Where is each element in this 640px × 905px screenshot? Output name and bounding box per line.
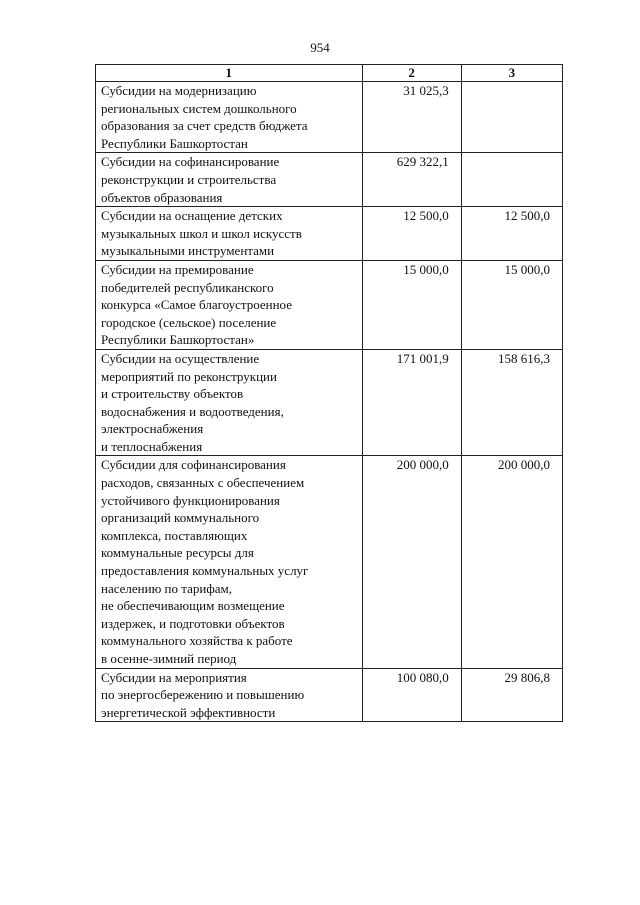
row-name-line: водоснабжения и водоотведения,: [101, 403, 284, 419]
row-name-line: городское (сельское) поселение: [101, 314, 277, 330]
row-name-line: населению по тарифам,: [101, 580, 233, 596]
table-row: [96, 456, 563, 668]
row-value-col2: 171 001,9: [362, 349, 461, 456]
row-name-line: Субсидии на премирование: [101, 261, 254, 277]
table-row: [96, 260, 563, 349]
header-cell-2: 2: [362, 65, 461, 82]
row-name-line: региональных систем дошкольного: [101, 100, 297, 116]
row-name-line: устойчивого функционирования: [101, 492, 280, 508]
row-value-col3: 29 806,8: [461, 668, 562, 722]
row-name-line: Субсидии на софинансирование: [101, 154, 280, 170]
row-name-line: реконструкции и строительства: [101, 171, 277, 187]
row-name-line: энергетической эффективности: [101, 704, 276, 720]
row-name-line: издержек, и подготовки объектов: [101, 615, 285, 631]
row-name-line: конкурса «Самое благоустроенное: [101, 297, 292, 313]
row-name-line: Республики Башкортостан»: [101, 332, 255, 348]
row-name-cell: [96, 349, 363, 456]
budget-table: [95, 64, 563, 722]
row-value-col2: 100 080,0: [362, 668, 461, 722]
row-name-cell: [96, 456, 363, 668]
row-name-line: предоставления коммунальных услуг: [101, 563, 309, 579]
row-value-col2: 12 500,0: [362, 207, 461, 261]
table-row: [96, 207, 563, 261]
row-name-line: образования за счет средств бюджета: [101, 118, 308, 134]
table-row: [96, 349, 563, 456]
row-name-line: электроснабжения: [101, 421, 204, 437]
row-name-line: коммунальные ресурсы для: [101, 545, 254, 561]
row-value-col3: 12 500,0: [461, 207, 562, 261]
row-name-line: комплекса, поставляющих: [101, 527, 248, 543]
header-cell-3: 3: [461, 65, 562, 82]
row-name-line: по энергосбережению и повышению: [101, 687, 305, 703]
row-name-line: объектов образования: [101, 189, 223, 205]
row-name-cell: [96, 153, 363, 207]
row-name-line: не обеспечивающим возмещение: [101, 598, 285, 614]
row-value-col2: 31 025,3: [362, 82, 461, 153]
row-value-col2: 15 000,0: [362, 260, 461, 349]
row-name-line: Субсидии на осуществление: [101, 350, 260, 366]
page-number: 954: [310, 40, 330, 55]
row-name-line: Субсидии на мероприятия: [101, 669, 247, 685]
row-name-line: мероприятий по реконструкции: [101, 368, 277, 384]
table-body: [96, 82, 563, 722]
row-name-line: Субсидии на модернизацию: [101, 83, 257, 98]
row-name-cell: [96, 668, 363, 722]
row-name-cell: [96, 207, 363, 261]
row-name-line: в осенне-зимний период: [101, 651, 237, 666]
table-row: [96, 153, 563, 207]
table-row: [96, 668, 563, 722]
row-name-line: победителей республиканского: [101, 279, 274, 295]
row-name-cell: [96, 82, 363, 153]
header-cell-1: 1: [96, 65, 363, 82]
row-value-col3: 158 616,3: [461, 349, 562, 456]
row-name-line: Субсидии для софинансирования: [101, 457, 286, 473]
row-value-col3: [461, 153, 562, 207]
row-name-line: организаций коммунального: [101, 510, 260, 526]
row-value-col3: 15 000,0: [461, 260, 562, 349]
row-name-line: расходов, связанных с обеспечением: [101, 475, 305, 491]
header-row: [96, 65, 563, 82]
row-name-cell: [96, 260, 363, 349]
row-name-line: Республики Башкортостан: [101, 135, 248, 151]
row-name-line: Субсидии на оснащение детских: [101, 208, 283, 224]
row-name-line: и строительству объектов: [101, 386, 244, 402]
row-value-col2: 200 000,0: [362, 456, 461, 668]
row-name-line: музыкальными инструментами: [101, 243, 275, 259]
row-value-col2: 629 322,1: [362, 153, 461, 207]
row-value-col3: 200 000,0: [461, 456, 562, 668]
row-name-line: коммунального хозяйства к работе: [101, 633, 293, 649]
row-name-line: музыкальных школ и школ искусств: [101, 225, 302, 241]
table-row: [96, 82, 563, 153]
row-name-line: и теплоснабжения: [101, 438, 203, 454]
row-value-col3: [461, 82, 562, 153]
